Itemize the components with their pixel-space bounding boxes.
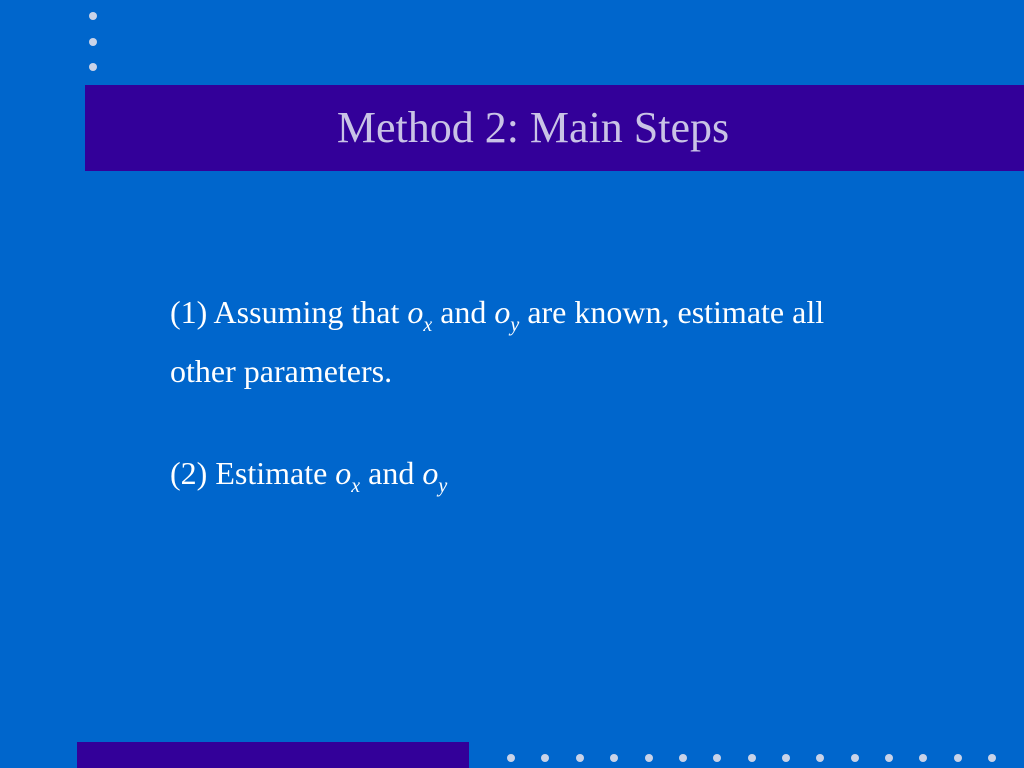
step-2-symbol-o-y: o (422, 455, 439, 491)
decorative-dot (782, 754, 790, 762)
decorative-dot (610, 754, 618, 762)
decorative-dot (541, 754, 549, 762)
decorative-dot (919, 754, 927, 762)
decorative-dot (576, 754, 584, 762)
decorative-dot (645, 754, 653, 762)
decorative-dot (89, 12, 97, 20)
step-1-symbol-o-y: o (494, 294, 511, 330)
decorative-dot (679, 754, 687, 762)
decorative-dot (89, 63, 97, 71)
step-1-suffix: are known, estimate all other parameters. (170, 294, 825, 389)
decorative-dot (885, 754, 893, 762)
step-2-text (170, 450, 890, 509)
step-2-symbol-o-x: o (335, 455, 352, 491)
decorative-dot (507, 754, 515, 762)
decorative-dot (988, 754, 996, 762)
slide-title: Method 2: Main Steps (336, 103, 730, 152)
step-2-subscript-x: x (351, 475, 361, 497)
step-1-prefix: (1) Assuming that (170, 294, 408, 330)
step-2-prefix: (2) Estimate (170, 455, 336, 491)
step-2-subscript-y: y (438, 475, 448, 497)
step-1-subscript-x: x (423, 314, 433, 336)
step-2-and: and (360, 455, 423, 491)
decorative-dot (748, 754, 756, 762)
decorative-dot (89, 38, 97, 46)
step-1-text (170, 289, 890, 394)
footer-bar (77, 742, 469, 768)
decorative-dot (954, 754, 962, 762)
decorative-dot (851, 754, 859, 762)
decorative-dot (713, 754, 721, 762)
step-1-subscript-y: y (510, 314, 520, 336)
decorative-dot (816, 754, 824, 762)
step-1-and: and (432, 294, 495, 330)
step-1-symbol-o-x: o (407, 294, 424, 330)
